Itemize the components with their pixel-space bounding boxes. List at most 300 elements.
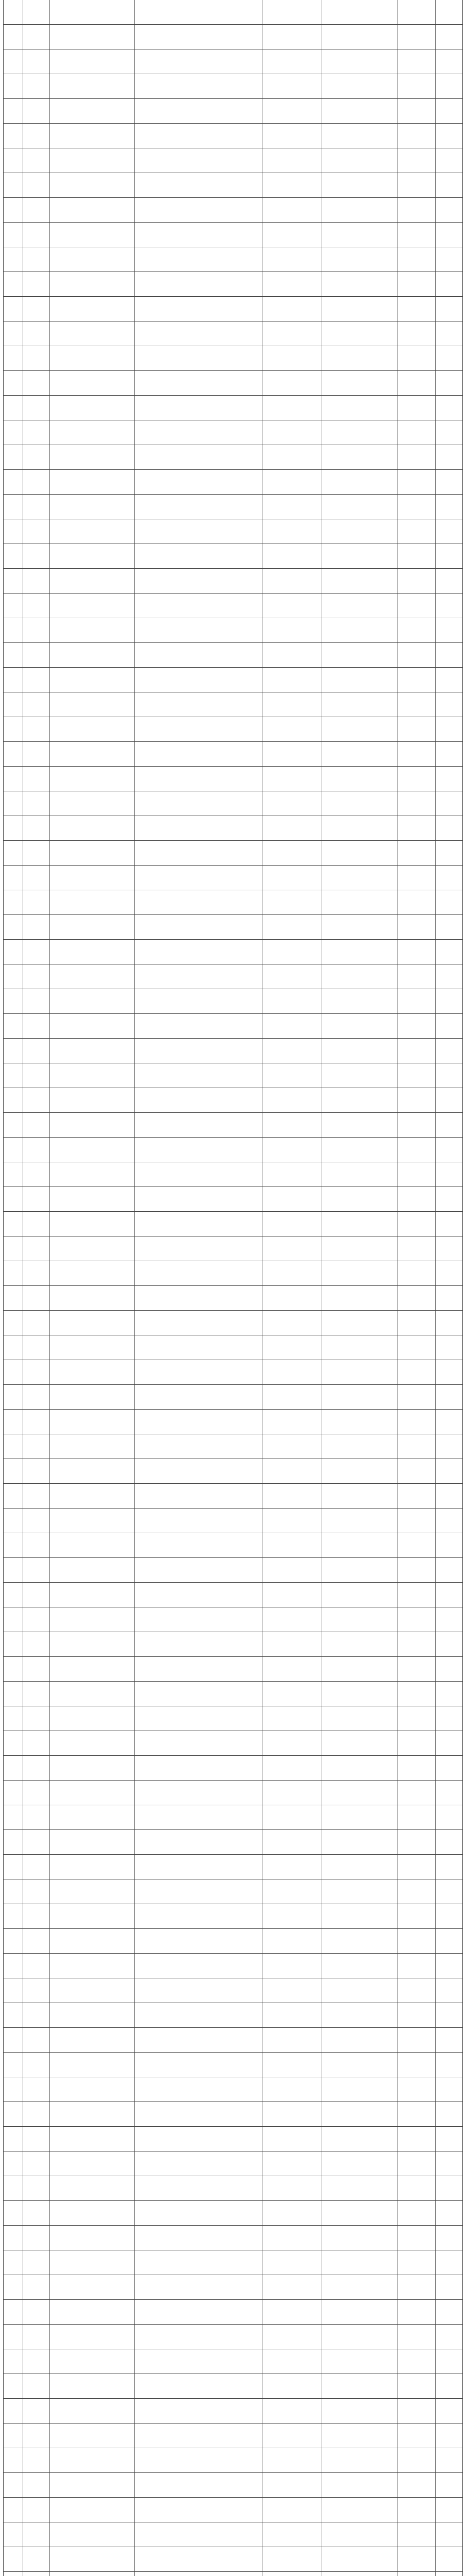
cell-publisher [322, 1682, 397, 1706]
table-row [4, 1657, 462, 1682]
cell-course [50, 1929, 135, 1953]
cell-book [135, 841, 262, 865]
cell-no [4, 2151, 23, 2176]
cell-edition [397, 371, 436, 395]
cell-code [23, 2374, 50, 2398]
cell-edition [397, 692, 436, 717]
cell-book [135, 1187, 262, 1211]
cell-author [262, 519, 322, 544]
cell-edition [397, 1138, 436, 1162]
cell-year [436, 1212, 462, 1236]
table-row [4, 1311, 462, 1335]
cell-book [135, 915, 262, 939]
cell-code [23, 2522, 50, 2547]
cell-year [436, 1187, 462, 1211]
cell-author [262, 371, 322, 395]
table-row [4, 1706, 462, 1731]
cell-code [23, 297, 50, 321]
cell-no [4, 544, 23, 568]
cell-code [23, 1311, 50, 1335]
cell-code [23, 989, 50, 1013]
cell-book [135, 470, 262, 494]
table-row [4, 1954, 462, 1978]
cell-publisher [322, 1879, 397, 1904]
cell-book [135, 1162, 262, 1187]
cell-publisher [322, 2374, 397, 2398]
cell-book [135, 940, 262, 964]
cell-publisher [322, 1830, 397, 1854]
cell-edition [397, 519, 436, 544]
cell-code [23, 1929, 50, 1953]
cell-book [135, 1830, 262, 1854]
cell-year [436, 495, 462, 519]
cell-year [436, 1459, 462, 1483]
table-row [4, 989, 462, 1014]
cell-book [135, 2349, 262, 2374]
cell-book [135, 2077, 262, 2102]
cell-edition [397, 2374, 436, 2398]
cell-no [4, 470, 23, 494]
table-row [4, 940, 462, 964]
cell-edition [397, 2547, 436, 2571]
cell-year [436, 1484, 462, 1508]
cell-book [135, 1113, 262, 1137]
cell-no [4, 2374, 23, 2398]
cell-edition [397, 2077, 436, 2102]
cell-course [50, 74, 135, 98]
cell-course [50, 767, 135, 791]
cell-publisher [322, 2250, 397, 2275]
cell-author [262, 321, 322, 346]
cell-course [50, 1014, 135, 1038]
cell-course [50, 2572, 135, 2576]
table-row [4, 420, 462, 445]
cell-no [4, 223, 23, 247]
cell-course [50, 816, 135, 840]
cell-course [50, 1978, 135, 2003]
cell-publisher [322, 964, 397, 989]
cell-year [436, 2547, 462, 2571]
cell-publisher [322, 1805, 397, 1829]
cell-course [50, 2399, 135, 2423]
cell-edition [397, 2473, 436, 2497]
cell-edition [397, 1706, 436, 1731]
cell-code [23, 445, 50, 469]
cell-author [262, 420, 322, 445]
cell-no [4, 2473, 23, 2497]
cell-year [436, 1533, 462, 1557]
cell-course [50, 1212, 135, 1236]
cell-course [50, 1879, 135, 1904]
cell-course [50, 1706, 135, 1731]
cell-author [262, 890, 322, 914]
cell-publisher [322, 1236, 397, 1261]
cell-no [4, 1632, 23, 1656]
cell-code [23, 74, 50, 98]
cell-no [4, 1360, 23, 1384]
cell-publisher [322, 1335, 397, 1360]
cell-year [436, 2572, 462, 2576]
cell-year [436, 767, 462, 791]
cell-year [436, 940, 462, 964]
cell-book [135, 2102, 262, 2126]
cell-course [50, 1385, 135, 1409]
cell-course [50, 49, 135, 74]
table-row [4, 2547, 462, 2572]
cell-year [436, 915, 462, 939]
cell-publisher [322, 0, 397, 24]
cell-edition [397, 1657, 436, 1681]
cell-book [135, 2028, 262, 2052]
cell-author [262, 2077, 322, 2102]
cell-publisher [322, 272, 397, 296]
cell-code [23, 964, 50, 989]
cell-year [436, 1236, 462, 1261]
cell-publisher [322, 1706, 397, 1731]
cell-year [436, 2522, 462, 2547]
cell-book [135, 2473, 262, 2497]
cell-course [50, 2547, 135, 2571]
cell-author [262, 1855, 322, 1879]
cell-code [23, 49, 50, 74]
cell-author [262, 2003, 322, 2027]
cell-publisher [322, 841, 397, 865]
cell-edition [397, 0, 436, 24]
cell-course [50, 618, 135, 642]
cell-book [135, 1484, 262, 1508]
cell-course [50, 2424, 135, 2448]
cell-book [135, 1236, 262, 1261]
cell-publisher [322, 1978, 397, 2003]
cell-year [436, 816, 462, 840]
cell-publisher [322, 2547, 397, 2571]
cell-course [50, 1657, 135, 1681]
cell-course [50, 223, 135, 247]
cell-no [4, 1311, 23, 1335]
cell-publisher [322, 470, 397, 494]
cell-edition [397, 1039, 436, 1063]
cell-year [436, 1929, 462, 1953]
cell-no [4, 396, 23, 420]
cell-year [436, 1558, 462, 1582]
cell-publisher [322, 816, 397, 840]
table-row [4, 25, 462, 49]
cell-no [4, 2349, 23, 2374]
cell-course [50, 1236, 135, 1261]
cell-edition [397, 915, 436, 939]
cell-edition [397, 643, 436, 667]
cell-book [135, 297, 262, 321]
cell-book [135, 2226, 262, 2250]
table-row [4, 1682, 462, 1706]
cell-publisher [322, 1731, 397, 1755]
cell-no [4, 2300, 23, 2324]
cell-course [50, 1781, 135, 1805]
cell-year [436, 2424, 462, 2448]
cell-no [4, 1682, 23, 1706]
cell-code [23, 1904, 50, 1928]
cell-no [4, 1830, 23, 1854]
cell-author [262, 742, 322, 766]
cell-edition [397, 717, 436, 741]
cell-code [23, 2053, 50, 2077]
cell-code [23, 2498, 50, 2522]
cell-code [23, 2028, 50, 2052]
table-row [4, 594, 462, 618]
cell-author [262, 2572, 322, 2576]
cell-book [135, 1212, 262, 1236]
cell-edition [397, 74, 436, 98]
cell-year [436, 2127, 462, 2151]
cell-no [4, 1583, 23, 1607]
cell-no [4, 2102, 23, 2126]
cell-year [436, 371, 462, 395]
cell-year [436, 1756, 462, 1780]
cell-course [50, 1607, 135, 1632]
cell-book [135, 2127, 262, 2151]
cell-book [135, 1063, 262, 1088]
cell-edition [397, 1335, 436, 1360]
cell-course [50, 841, 135, 865]
cell-course [50, 1558, 135, 1582]
cell-code [23, 2473, 50, 2497]
table-row [4, 1583, 462, 1607]
cell-publisher [322, 173, 397, 197]
cell-publisher [322, 1756, 397, 1780]
cell-publisher [322, 791, 397, 816]
cell-course [50, 1335, 135, 1360]
table-row [4, 2176, 462, 2201]
cell-course [50, 2498, 135, 2522]
cell-code [23, 2349, 50, 2374]
cell-code [23, 1335, 50, 1360]
cell-publisher [322, 1162, 397, 1187]
cell-publisher [322, 297, 397, 321]
cell-year [436, 668, 462, 692]
cell-code [23, 643, 50, 667]
cell-book [135, 717, 262, 741]
cell-author [262, 643, 322, 667]
table-row [4, 791, 462, 816]
cell-publisher [322, 2127, 397, 2151]
cell-book [135, 1632, 262, 1656]
cell-no [4, 2127, 23, 2151]
cell-book [135, 544, 262, 568]
cell-book [135, 2547, 262, 2571]
cell-course [50, 1063, 135, 1088]
cell-edition [397, 99, 436, 123]
cell-no [4, 940, 23, 964]
cell-year [436, 1781, 462, 1805]
cell-year [436, 0, 462, 24]
cell-year [436, 1113, 462, 1137]
cell-no [4, 2226, 23, 2250]
cell-edition [397, 2102, 436, 2126]
cell-book [135, 124, 262, 148]
cell-code [23, 2448, 50, 2472]
cell-course [50, 2473, 135, 2497]
cell-book [135, 2151, 262, 2176]
cell-publisher [322, 445, 397, 469]
cell-author [262, 2028, 322, 2052]
cell-book [135, 2522, 262, 2547]
cell-publisher [322, 2325, 397, 2349]
cell-year [436, 2176, 462, 2200]
cell-code [23, 544, 50, 568]
cell-year [436, 519, 462, 544]
cell-publisher [322, 247, 397, 272]
cell-book [135, 247, 262, 272]
cell-edition [397, 2300, 436, 2324]
cell-code [23, 1855, 50, 1879]
table-row [4, 49, 462, 74]
cell-code [23, 841, 50, 865]
cell-edition [397, 1212, 436, 1236]
table-row [4, 2151, 462, 2176]
cell-author [262, 1162, 322, 1187]
cell-author [262, 2201, 322, 2225]
cell-course [50, 1509, 135, 1533]
cell-edition [397, 1113, 436, 1137]
cell-book [135, 816, 262, 840]
cell-author [262, 692, 322, 717]
cell-edition [397, 2424, 436, 2448]
cell-edition [397, 2250, 436, 2275]
cell-course [50, 2053, 135, 2077]
cell-year [436, 25, 462, 49]
cell-book [135, 964, 262, 989]
cell-author [262, 1335, 322, 1360]
cell-edition [397, 668, 436, 692]
cell-code [23, 2547, 50, 2571]
cell-course [50, 198, 135, 222]
cell-book [135, 371, 262, 395]
cell-course [50, 470, 135, 494]
cell-course [50, 1113, 135, 1137]
cell-book [135, 445, 262, 469]
cell-author [262, 396, 322, 420]
cell-edition [397, 1607, 436, 1632]
cell-course [50, 742, 135, 766]
cell-course [50, 346, 135, 370]
cell-publisher [322, 420, 397, 445]
cell-author [262, 1236, 322, 1261]
cell-edition [397, 791, 436, 816]
cell-edition [397, 1484, 436, 1508]
cell-edition [397, 1756, 436, 1780]
cell-edition [397, 1286, 436, 1310]
cell-edition [397, 1385, 436, 1409]
cell-edition [397, 1063, 436, 1088]
cell-publisher [322, 1063, 397, 1088]
cell-course [50, 1459, 135, 1483]
cell-code [23, 1236, 50, 1261]
cell-year [436, 1162, 462, 1187]
cell-author [262, 1459, 322, 1483]
table-row [4, 742, 462, 767]
cell-author [262, 767, 322, 791]
cell-no [4, 321, 23, 346]
cell-no [4, 445, 23, 469]
cell-book [135, 2572, 262, 2576]
cell-publisher [322, 1014, 397, 1038]
table-row [4, 1731, 462, 1756]
cell-no [4, 2498, 23, 2522]
cell-book [135, 1509, 262, 1533]
cell-author [262, 297, 322, 321]
cell-book [135, 2374, 262, 2398]
cell-author [262, 964, 322, 989]
cell-course [50, 2151, 135, 2176]
cell-course [50, 2003, 135, 2027]
cell-book [135, 0, 262, 24]
cell-author [262, 1039, 322, 1063]
cell-publisher [322, 519, 397, 544]
cell-author [262, 1410, 322, 1434]
cell-publisher [322, 569, 397, 593]
table-row [4, 470, 462, 495]
cell-year [436, 2151, 462, 2176]
cell-year [436, 594, 462, 618]
cell-no [4, 1088, 23, 1112]
cell-edition [397, 470, 436, 494]
table-row [4, 915, 462, 940]
cell-author [262, 1682, 322, 1706]
cell-book [135, 2448, 262, 2472]
cell-edition [397, 940, 436, 964]
cell-course [50, 569, 135, 593]
cell-course [50, 1805, 135, 1829]
cell-author [262, 791, 322, 816]
cell-edition [397, 1311, 436, 1335]
cell-author [262, 272, 322, 296]
cell-publisher [322, 1187, 397, 1211]
cell-no [4, 1014, 23, 1038]
cell-course [50, 371, 135, 395]
cell-no [4, 1410, 23, 1434]
cell-publisher [322, 915, 397, 939]
cell-year [436, 2399, 462, 2423]
cell-no [4, 2053, 23, 2077]
table-row [4, 569, 462, 594]
cell-year [436, 1805, 462, 1829]
cell-code [23, 1731, 50, 1755]
cell-edition [397, 247, 436, 272]
table-row [4, 445, 462, 470]
table-row [4, 841, 462, 866]
cell-author [262, 2300, 322, 2324]
cell-course [50, 2522, 135, 2547]
cell-author [262, 594, 322, 618]
cell-author [262, 1805, 322, 1829]
cell-course [50, 420, 135, 445]
cell-code [23, 1459, 50, 1483]
cell-year [436, 544, 462, 568]
table-row [4, 2102, 462, 2127]
cell-course [50, 396, 135, 420]
cell-author [262, 2547, 322, 2571]
cell-edition [397, 2028, 436, 2052]
table-row [4, 371, 462, 396]
cell-course [50, 1533, 135, 1557]
cell-book [135, 2399, 262, 2423]
cell-year [436, 866, 462, 890]
cell-book [135, 1657, 262, 1681]
cell-year [436, 148, 462, 173]
table-row [4, 1509, 462, 1533]
cell-year [436, 1088, 462, 1112]
cell-publisher [322, 2102, 397, 2126]
